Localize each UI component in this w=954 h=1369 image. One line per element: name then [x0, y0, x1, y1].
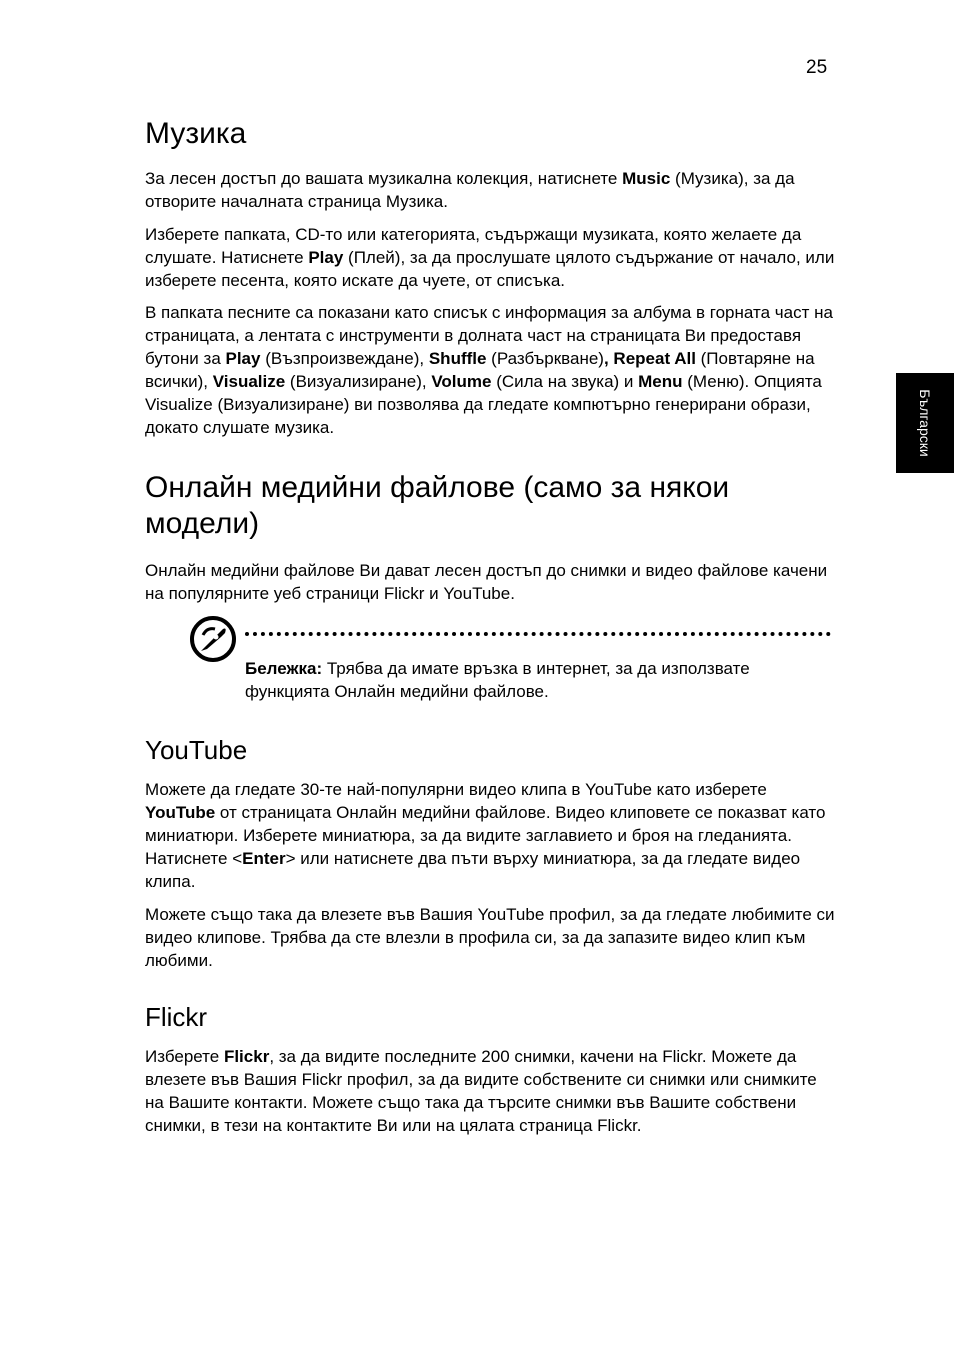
youtube-paragraph-2: Можете също така да влезете във Вашия YouTube профил, за да гледате любимите си видео клипове. Трябва да сте влезли в профила си, за да запазите видео клип към любими.: [145, 905, 835, 970]
note-pen-icon: [189, 615, 237, 663]
music-paragraph-1: За лесен достъп до вашата музикална колекция, натиснете Music (Музика), за да отворите началната страница Музика.: [145, 169, 795, 211]
page-number: 25: [806, 57, 828, 78]
note-divider: [245, 632, 831, 636]
online-media-paragraph: Онлайн медийни файлове Ви дават лесен достъп до снимки и видео файлове качени на популярните уеб страници Flickr и YouTube.: [145, 561, 828, 603]
music-paragraph-3: В папката песните са показани като списък с информация за албума в горната част на страницата, а лентата с инструменти в долната част на страницата Ви предоставя бутони за Play (Възпроизвеждане), Shuffle (Разбъркване), Repeat All (Повтаряне на всички), Visualize (Визуализиране), Volume (Сила на звука) и Menu (Меню). Опцията Visualize (Визуализиране) ви позволява да гледате компютърно генерирани образи, докато слушате музика.: [145, 303, 833, 437]
youtube-paragraph-1: Можете да гледате 30-те най-популярни видео клипа в YouTube като изберете YouTube от страницата Онлайн медийни файлове. Видео клиповете се показват като миниатюри. Изберете миниатюра, за да видите заглавието и броя на гледанията. Натиснете <Enter> или натиснете два пъти върху миниатюра, за да гледате видео клипа.: [145, 780, 826, 891]
online-media-heading: Онлайн медийни файлове (само за някои модели): [145, 471, 730, 540]
youtube-heading: YouTube: [145, 735, 248, 765]
music-paragraph-2: Изберете папката, CD-то или категорията, съдържащи музиката, която желаете да слушате. Натиснете Play (Плей), за да прослушате цялото съдържание от начало, или изберете песента, която искате да чуете, от списъка.: [145, 225, 835, 290]
flickr-heading: Flickr: [145, 1002, 208, 1032]
flickr-paragraph: Изберете Flickr, за да видите последните 200 снимки, качени на Flickr. Можете да влезете във Вашия Flickr профил, за да видите собствените си снимки или снимките на Вашите контакти. Можете също така да търсите снимки във Вашите собствени снимки, в тези на контактите Ви или на цялата страница Flickr.: [145, 1047, 817, 1135]
music-heading: Музика: [145, 117, 247, 150]
language-tab: [896, 373, 954, 473]
note-text: Бележка: Трябва да имате връзка в интернет, за да използвате функцията Онлайн медийни файлове.: [245, 659, 750, 701]
language-tab-label: Български: [917, 389, 933, 457]
